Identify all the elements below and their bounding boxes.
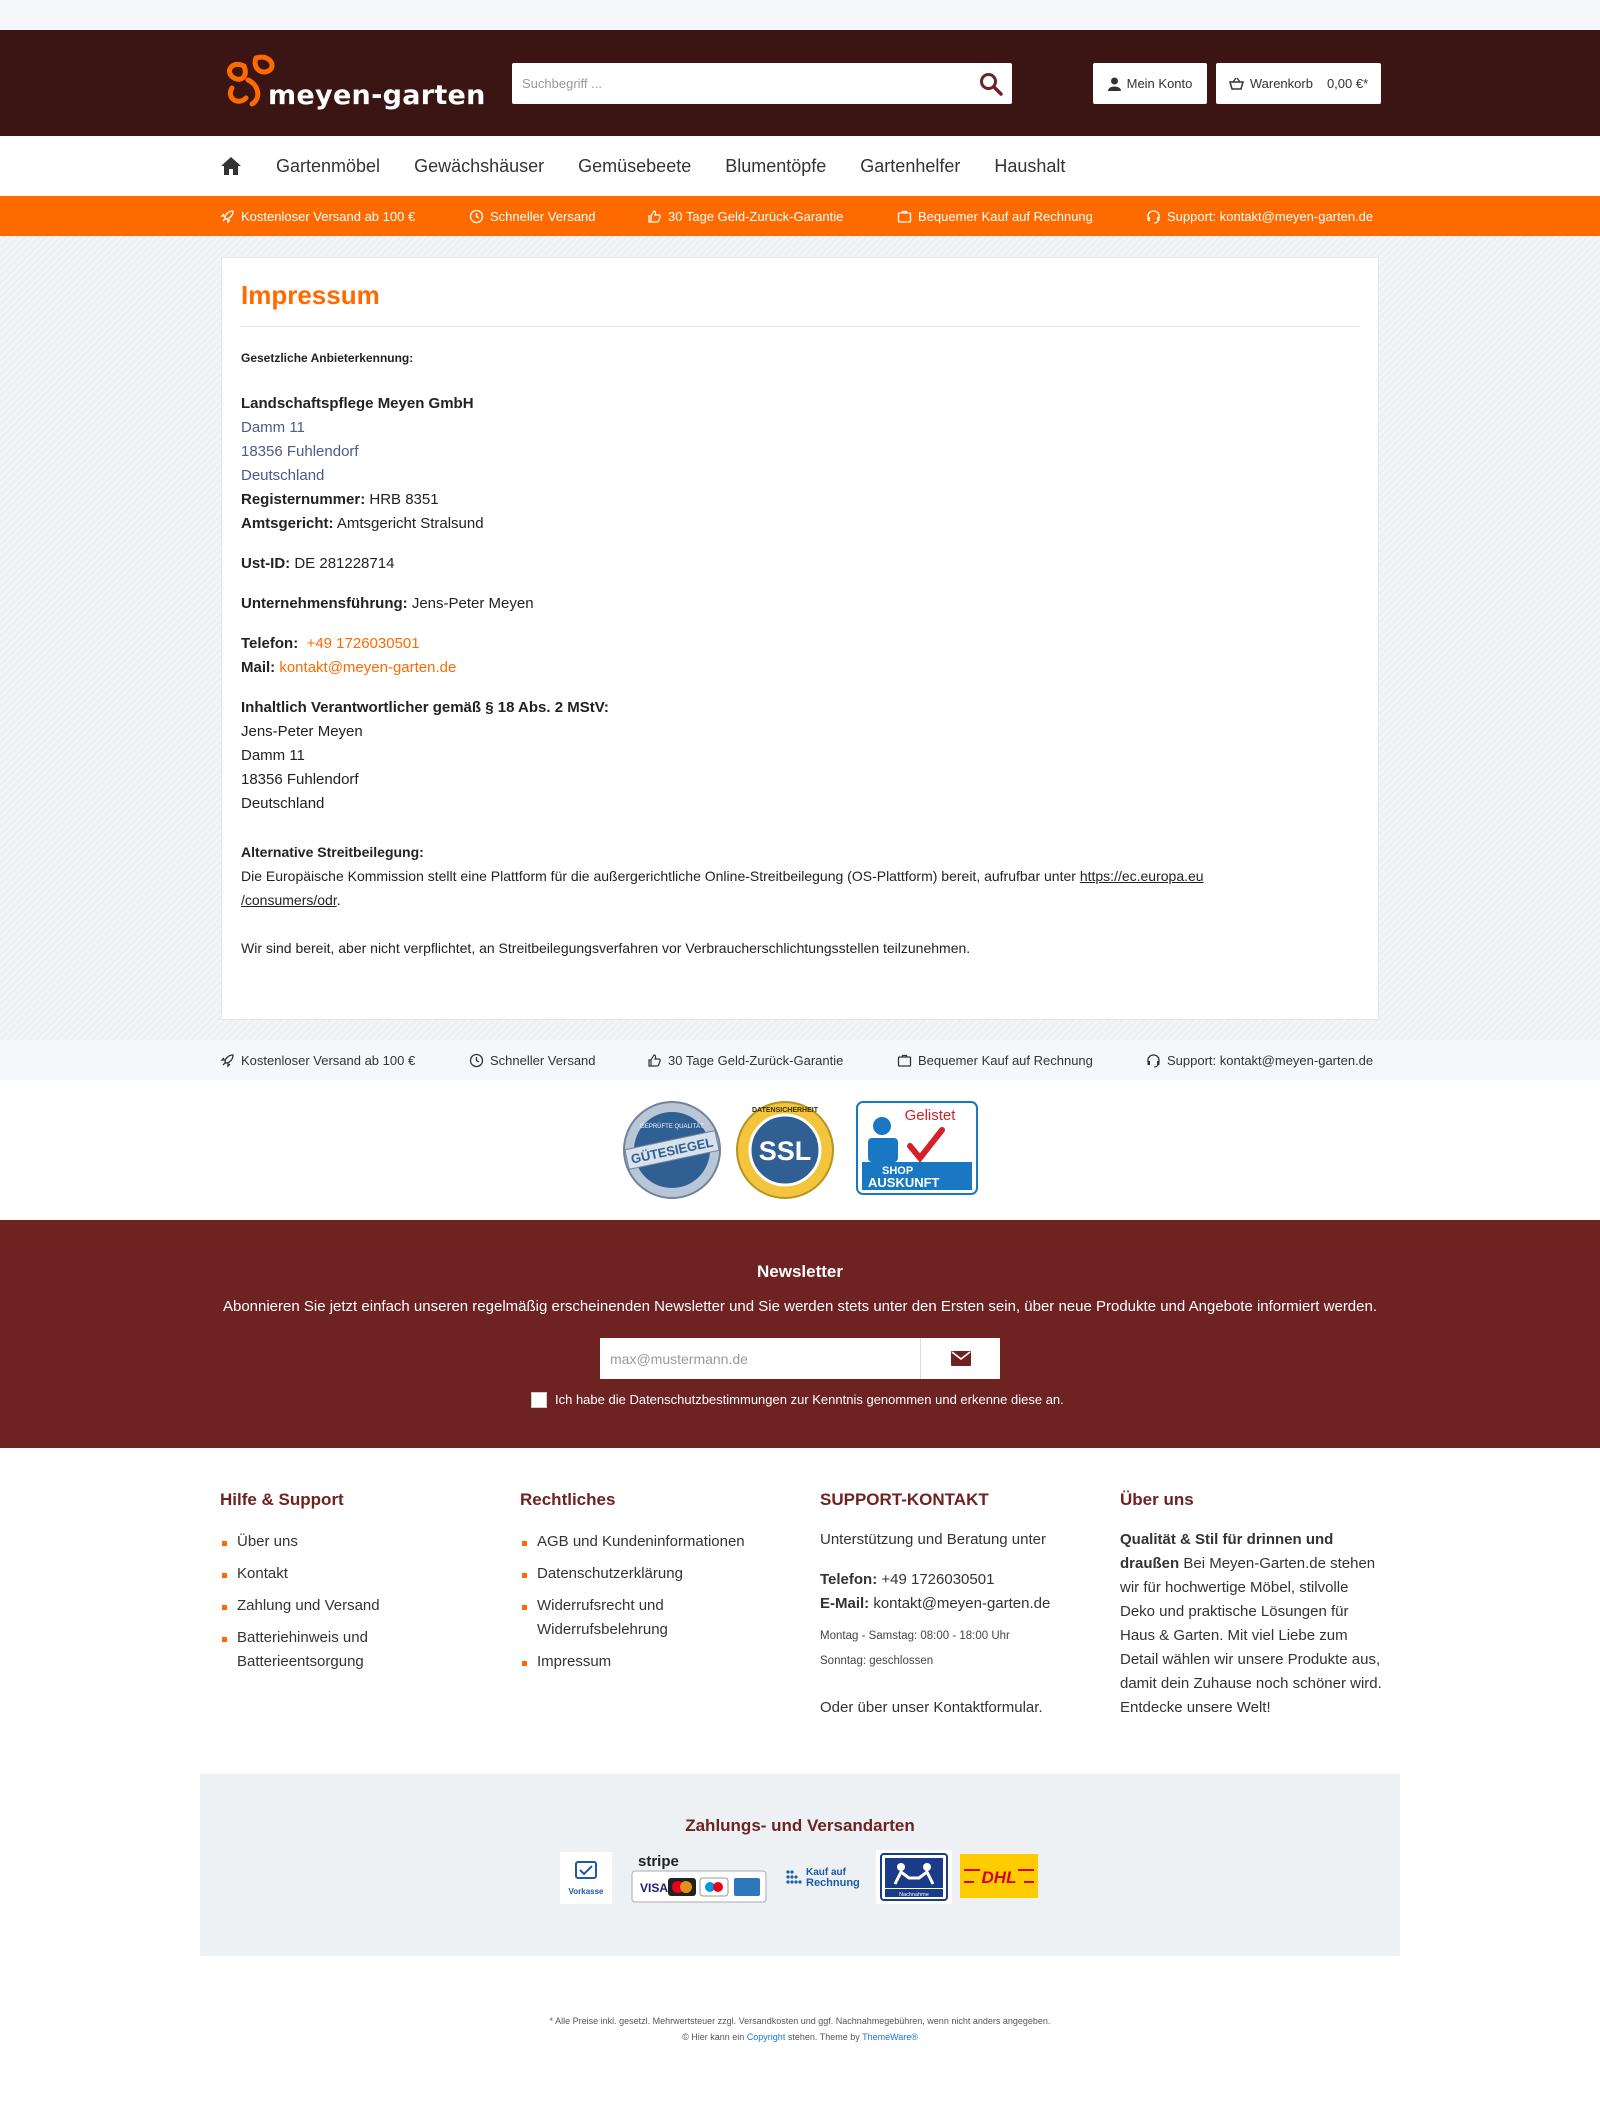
nachnahme-logo (876, 1850, 952, 1904)
usp-item: Bequemer Kauf auf Rechnung (897, 196, 1093, 236)
legal-notice (0, 2013, 1600, 2045)
svg-text:Nachnahme: Nachnahme (899, 1892, 929, 1898)
cart-label: Warenkorb (1249, 76, 1313, 91)
nav-item-blumentoepfe[interactable]: Blumentöpfe (725, 155, 827, 176)
company-country: Deutschland (241, 467, 325, 484)
about-text: Qualität & Stil für drinnen und draußen Bei Meyen-Garten.de stehen wir für hochwertige Möbel, stilvolle Deko und praktische Lösungen für Haus & Garten. Mit viel Liebe zum Detail wählen wir unsere Produkte aus, damit dein Zuhause noch schöner wird. Entdecke unsere Welt! (1120, 1531, 1382, 1716)
vat-line: Ust-ID: DE 281228714 (241, 555, 395, 572)
svg-text:stripe: stripe (638, 1853, 679, 1870)
footer-legal-title: Rechtliches (520, 1490, 616, 1509)
provider-heading: Gesetzliche Anbieterkennung: (241, 351, 414, 365)
svg-text:Rechnung: Rechnung (806, 1877, 860, 1889)
footer-link-batterie[interactable]: Batteriehinweis und Batterieentsorgung (220, 1626, 400, 1674)
cart-button[interactable] (1216, 63, 1381, 104)
ssl-text: SSL (758, 1136, 812, 1166)
headset-icon (1146, 1053, 1161, 1068)
footer-support-column (820, 1490, 1100, 1720)
top-strip (0, 0, 1600, 30)
account-button[interactable] (1093, 63, 1207, 104)
dispute-heading: Alternative Streitbeilegung: (241, 844, 424, 860)
svg-text:DHL: DHL (981, 1868, 1017, 1887)
thumbs-up-icon (647, 1053, 662, 1068)
mail-link[interactable]: kontakt@meyen-garten.de (279, 659, 457, 676)
company-city: 18356 Fuhlendorf (241, 443, 359, 460)
responsible-name: Jens-Peter Meyen (241, 723, 363, 740)
mail-line: Mail: kontakt@meyen-garten.de (241, 659, 457, 676)
newsletter-section (0, 1220, 1600, 1448)
themeware-link[interactable]: ThemeWare® (862, 2032, 918, 2042)
auskunft-text: AUSKUNFT (868, 1175, 940, 1190)
logo-text[interactable]: meyen-garten (268, 80, 486, 111)
vorkasse-logo (560, 1852, 612, 1904)
support-hours-sunday: Sonntag: geschlossen (820, 1655, 934, 1667)
responsible-city: 18356 Fuhlendorf (241, 771, 359, 788)
nav-item-haushalt[interactable]: Haushalt (994, 155, 1066, 176)
company-street: Damm 11 (241, 419, 305, 436)
home-icon[interactable] (220, 155, 242, 177)
support-mail: E-Mail: kontakt@meyen-garten.de (820, 1595, 1051, 1612)
usp-item: 30 Tage Geld-Zurück-Garantie (647, 196, 843, 236)
dhl-logo (960, 1854, 1038, 1898)
court-line: Amtsgericht: Amtsgericht Stralsund (241, 515, 484, 532)
clock-icon (469, 209, 484, 224)
footer-link-kontakt[interactable]: Kontakt (220, 1562, 500, 1586)
shop-text: SHOP (882, 1165, 914, 1177)
basket-icon (1229, 77, 1244, 90)
nav-item-gewaechshaeuser[interactable]: Gewächshäuser (414, 155, 545, 176)
register-line: Registernummer: HRB 8351 (241, 491, 439, 508)
clock-icon (469, 1053, 484, 1068)
usp-item: Schneller Versand (469, 1040, 596, 1080)
usp-item: Schneller Versand (469, 196, 596, 236)
shopauskunft-seal[interactable] (857, 1102, 977, 1194)
trust-seals (620, 1100, 990, 1200)
footer-legal-column (520, 1490, 800, 1682)
rechnung-logo (782, 1852, 868, 1904)
newsletter-email-input[interactable] (600, 1338, 920, 1379)
thumbs-up-icon (647, 209, 662, 224)
briefcase-icon (897, 209, 912, 224)
support-phone: Telefon: +49 1726030501 (820, 1571, 995, 1588)
price-disclaimer: * Alle Preise inkl. gesetzl. Mehrwertsteuer zzgl. Versandkosten und ggf. Nachnahmegebühren, wenn nicht anders angegeben. (549, 2016, 1051, 2026)
management-line: Unternehmensführung: Jens-Peter Meyen (241, 595, 534, 612)
page-title: Impressum (241, 280, 380, 310)
svg-text:Kauf auf: Kauf auf (806, 1867, 846, 1878)
willing-text: Wir sind bereit, aber nicht verpflichtet, an Streitbeilegungsverfahren vor Verbraucherschlichtungsstellen teilzunehmen. (241, 940, 971, 956)
newsletter-title: Newsletter (757, 1262, 843, 1281)
footer-help-title: Hilfe & Support (220, 1490, 344, 1509)
consent-checkbox[interactable] (531, 1392, 547, 1408)
usp-bar-bottom (0, 1040, 1600, 1080)
copyright-link[interactable]: Copyright (746, 2032, 786, 2042)
support-intro: Unterstützung und Beratung unter (820, 1531, 1046, 1548)
phone-link[interactable]: +49 1726030501 (306, 635, 420, 652)
svg-text:Vorkasse: Vorkasse (568, 1887, 604, 1896)
newsletter-submit-button[interactable] (920, 1338, 1000, 1379)
company-name: Landschaftspflege Meyen GmbH (241, 395, 474, 412)
stripe-logo (630, 1852, 768, 1904)
support-hours-weekday: Montag - Samstag: 08:00 - 18:00 Uhr (820, 1630, 1010, 1642)
user-icon (1108, 77, 1121, 91)
responsible-heading: Inhaltlich Verantwortlicher gemäß § 18 Abs. 2 MStV: (241, 699, 609, 716)
consent-label: Ich habe die Datenschutzbestimmungen zur Kenntnis genommen und erkenne diese an. (555, 1392, 1064, 1407)
search-icon[interactable] (978, 71, 1004, 97)
ssl-ring-text: DATENSICHERHEIT (752, 1107, 818, 1114)
svg-text:VISA: VISA (640, 1881, 669, 1895)
cart-total: 0,00 €* (1326, 76, 1369, 91)
guetesiegel-top-text: GEPRÜFTE QUALITÄT (640, 1124, 704, 1130)
footer-link-datenschutz[interactable]: Datenschutzerklärung (520, 1562, 800, 1586)
responsible-country: Deutschland (241, 795, 325, 812)
footer-help-column (220, 1490, 500, 1682)
search-input[interactable] (512, 63, 952, 104)
briefcase-icon (897, 1053, 912, 1068)
usp-item: 30 Tage Geld-Zurück-Garantie (647, 1040, 843, 1080)
ssl-seal[interactable] (737, 1102, 833, 1198)
main-nav (0, 136, 1600, 196)
usp-item: Bequemer Kauf auf Rechnung (897, 1040, 1093, 1080)
usp-item: Kostenloser Versand ab 100 € (220, 196, 415, 236)
headset-icon (1146, 209, 1161, 224)
payment-title: Zahlungs- und Versandarten (685, 1816, 915, 1835)
footer-support-title: SUPPORT-KONTAKT (820, 1490, 989, 1509)
nav-item-gemuesebeete[interactable]: Gemüsebeete (578, 155, 692, 176)
copyright-line: © Hier kann ein Copyright stehen. Theme by ThemeWare® (682, 2032, 918, 2042)
shop-gelistet-text: Gelistet (904, 1107, 956, 1124)
nav-item-gartenhelfer[interactable]: Gartenhelfer (860, 155, 961, 176)
payment-section (200, 1774, 1400, 1956)
footer-link-ueber-uns[interactable]: Über uns (220, 1530, 500, 1554)
search-box (512, 63, 1012, 104)
rocket-icon (220, 209, 235, 224)
guetesiegel-seal[interactable] (624, 1102, 720, 1198)
support-contact-form[interactable]: Oder über unser Kontaktformular. (820, 1699, 1043, 1716)
responsible-street: Damm 11 (241, 747, 305, 764)
footer-about-title: Über uns (1120, 1490, 1194, 1509)
envelope-icon (951, 1351, 971, 1366)
guetesiegel-text: GÜTESIEGEL (629, 1134, 715, 1167)
usp-item: Support: kontakt@meyen-garten.de (1146, 196, 1373, 236)
footer-link-agb[interactable]: AGB und Kundeninformationen (520, 1530, 800, 1554)
dispute-text: Die Europäische Kommission stellt eine Plattform für die außergerichtliche Online-Streitbeilegung (OS-Plattform) bereit, aufrufbar unter https://ec.europa.eu (241, 868, 1204, 884)
footer-about-column (1120, 1490, 1382, 1720)
dispute-text-cont: /consumers/odr. (241, 892, 341, 908)
title-divider (241, 326, 1359, 327)
usp-item: Support: kontakt@meyen-garten.de (1146, 1040, 1373, 1080)
account-label: Mein Konto (1126, 76, 1193, 91)
odr-link-cont[interactable]: /consumers/odr (241, 892, 337, 908)
footer-link-widerruf[interactable]: Widerrufsrecht und Widerrufsbelehrung (520, 1594, 690, 1642)
usp-bar-top (0, 196, 1600, 236)
phone-line: Telefon: +49 1726030501 (241, 635, 420, 652)
rocket-icon (220, 1053, 235, 1068)
footer-link-impressum[interactable]: Impressum (520, 1650, 800, 1674)
footer-link-zahlung[interactable]: Zahlung und Versand (220, 1594, 500, 1618)
usp-item: Kostenloser Versand ab 100 € (220, 1040, 415, 1080)
newsletter-text: Abonnieren Sie jetzt einfach unseren regelmäßig erscheinenden Newsletter und Sie werden stets unter den Ersten sein, über neue Produkte und Angebote informiert werden. (222, 1298, 1378, 1315)
odr-link[interactable]: https://ec.europa.eu (1079, 868, 1204, 884)
nav-item-gartenmoebel[interactable]: Gartenmöbel (276, 155, 381, 176)
